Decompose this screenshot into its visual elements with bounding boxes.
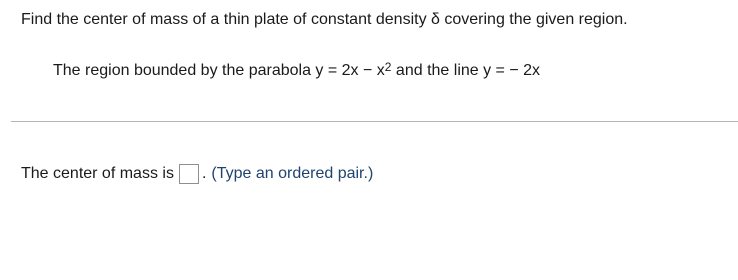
region-text-prefix: The region bounded by the parabola y = 2x − x bbox=[53, 62, 385, 79]
region-description bbox=[53, 62, 540, 80]
answer-label: The center of mass is bbox=[21, 165, 174, 182]
section-divider bbox=[11, 121, 738, 122]
answer-input-box[interactable] bbox=[179, 164, 199, 184]
answer-row bbox=[21, 164, 373, 184]
answer-period: . bbox=[201, 165, 207, 182]
region-exponent: 2 bbox=[384, 60, 392, 74]
region-text-suffix: and the line y = − 2x bbox=[391, 62, 541, 79]
question-prompt: Find the center of mass of a thin plate of constant density δ covering the given region. bbox=[21, 11, 628, 28]
answer-format-hint: (Type an ordered pair.) bbox=[211, 165, 374, 182]
